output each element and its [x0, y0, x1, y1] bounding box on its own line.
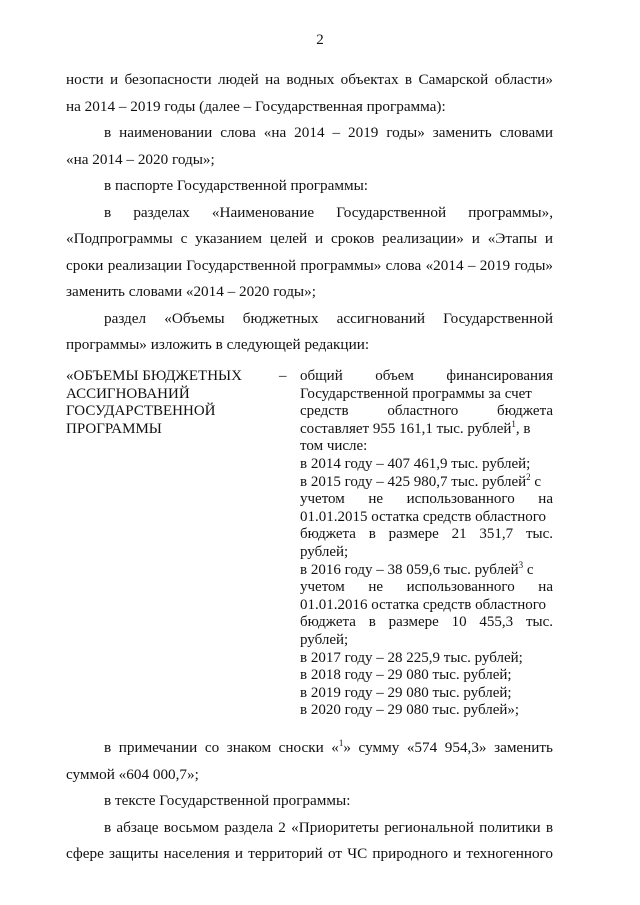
document-body-top	[66, 67, 553, 359]
paragraph-title-continuation	[66, 67, 553, 120]
paragraph-passport	[66, 173, 553, 200]
text-line: на 2014 – 2019 годы (далее – Государственная программа):	[66, 97, 446, 115]
funding-value-line: в 2017 году – 28 225,9 тыс. рублей;	[300, 649, 523, 666]
footnote-mark: 3	[518, 559, 524, 570]
text-line: в разделах «Наименование Государственной программы»,	[104, 203, 553, 221]
paragraph-footnote-note-cont	[66, 762, 553, 789]
funding-value-line: учетом не использованного на	[300, 579, 553, 596]
funding-value-line	[300, 559, 553, 580]
paragraph-sections	[66, 200, 553, 227]
funding-value-line: 01.01.2016 остатка средств областного	[300, 596, 547, 613]
funding-value-line	[300, 471, 553, 492]
funding-value-text: с	[530, 473, 542, 490]
text-line: ности и безопасности людей на водных объектах в Самарской области»	[66, 71, 553, 88]
funding-value-line: бюджета в размере 21 351,7 тыс.	[300, 526, 553, 543]
funding-value-text: составляет 955 161,1 тыс. рублей	[300, 420, 512, 437]
funding-value-line: рублей;	[300, 543, 349, 560]
funding-value-line: в 2014 году – 407 461,9 тыс. рублей;	[300, 455, 531, 472]
funding-value-line: в 2020 году – 29 080 тыс. рублей»;	[300, 702, 520, 719]
text-line: в наименовании слова «на 2014 – 2019 годы» заменить словами	[104, 124, 553, 141]
text-line: в абзаце восьмом раздела 2 «Приоритеты региональной политики в	[104, 818, 553, 836]
text-fragment: в примечании со знаком сноски «	[104, 739, 339, 756]
funding-value-line: в 2019 году – 29 080 тыс. рублей;	[300, 684, 512, 701]
text-line: «Подпрограммы с указанием целей и сроков реализации» и «Этапы и	[66, 230, 553, 247]
funding-label	[66, 368, 271, 438]
funding-label-line: «ОБЪЕМЫ БЮДЖЕТНЫХ	[66, 368, 242, 384]
text-line: сфере защиты населения и территорий от ЧС природного и техногенного	[66, 845, 553, 862]
funding-value-line: общий объем финансирования	[300, 368, 553, 384]
funding-label-line: ПРОГРАММЫ	[66, 420, 162, 437]
funding-values	[300, 368, 553, 720]
funding-value-line	[300, 418, 553, 439]
funding-value-line: рублей;	[300, 631, 349, 648]
page-number: 2	[316, 32, 324, 48]
funding-dash: –	[279, 368, 287, 384]
funding-label-line: АССИГНОВАНИЙ	[66, 385, 190, 402]
funding-value-line: средств областного бюджета	[300, 403, 553, 420]
text-fragment: » сумму «574 954,3» заменить	[343, 739, 553, 756]
funding-value-line: учетом не использованного на	[300, 491, 553, 508]
text-line: сроки реализации Государственной программы» слова «2014 – 2019 годы»	[66, 256, 553, 274]
funding-value-line: бюджета в размере 10 455,3 тыс.	[300, 614, 553, 631]
funding-value-line: Государственной программы за счет	[300, 385, 532, 402]
text-line: в паспорте Государственной программы:	[104, 177, 369, 194]
text-line: раздел «Объемы бюджетных ассигнований Государственной	[104, 309, 553, 327]
paragraph-footnote-note	[66, 735, 553, 762]
text-line: заменить словами «2014 – 2020 годы»;	[66, 283, 316, 300]
paragraph-program-text	[66, 788, 553, 815]
text-line: суммой «604 000,7»;	[66, 765, 199, 783]
funding-label-line: ГОСУДАРСТВЕННОЙ	[66, 403, 216, 420]
document-body-bottom	[66, 735, 553, 868]
funding-value-text: в 2015 году – 425 980,7 тыс. рублей	[300, 473, 527, 490]
paragraph-rename	[66, 120, 553, 147]
paragraph-section-volumes	[66, 306, 553, 333]
footnote-mark: 1	[338, 738, 344, 748]
funding-value-text: с	[523, 561, 534, 578]
footnote-mark: 1	[511, 418, 516, 429]
footnote-mark: 2	[526, 471, 531, 482]
funding-value-text: , в	[515, 420, 531, 437]
paragraph-section-volumes-cont	[66, 332, 553, 359]
funding-value-line: 01.01.2015 остатка средств областного	[300, 508, 547, 525]
funding-value-line: том числе:	[300, 438, 368, 455]
paragraph-section-2-cont	[66, 841, 553, 868]
text-line: программы» изложить в следующей редакции:	[66, 336, 370, 353]
funding-value-text: в 2016 году – 38 059,6 тыс. рублей	[300, 561, 519, 578]
text-line	[66, 735, 553, 762]
text-line: «на 2014 – 2020 годы»;	[66, 150, 215, 168]
text-line: в тексте Государственной программы:	[104, 792, 351, 809]
paragraph-rename-cont	[66, 147, 553, 174]
funding-value-line: в 2018 году – 29 080 тыс. рублей;	[300, 667, 512, 684]
paragraph-sections-cont	[66, 226, 553, 306]
paragraph-section-2	[66, 815, 553, 842]
